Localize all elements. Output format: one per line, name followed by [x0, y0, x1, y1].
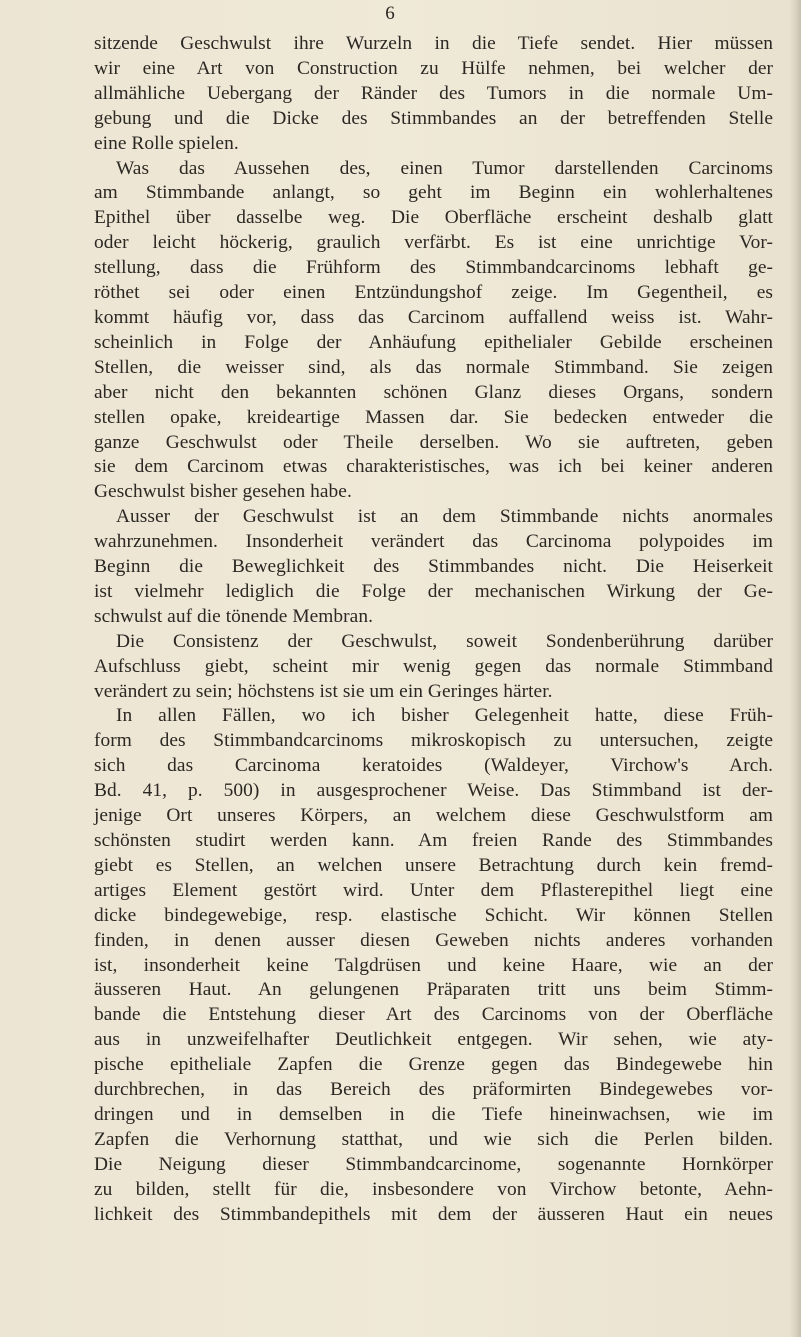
text-line: allmähliche Uebergang der Ränder des Tumors in die normale Um-	[94, 82, 773, 104]
text-line: Stellen, die weisser sind, als das normale Stimmband. Sie zeigen	[94, 356, 773, 378]
text-line: Die Consistenz der Geschwulst, soweit Sondenberührung darüber	[116, 630, 773, 652]
text-line: verändert zu sein; höchstens ist sie um ein Geringes härter.	[94, 680, 553, 702]
text-line: aus in unzweifelhafter Deutlichkeit entgegen. Wir sehen, wie aty-	[94, 1029, 773, 1051]
text-line: jenige Ort unseres Körpers, an welchem diese Geschwulstform am	[94, 805, 773, 827]
page-edge-shadow	[789, 0, 801, 1337]
text-line: finden, in denen ausser diesen Geweben nichts anderes vorhanden	[94, 929, 773, 951]
text-line: In allen Fällen, wo ich bisher Gelegenheit hatte, diese Früh-	[116, 705, 773, 727]
text-line: Aufschluss giebt, scheint mir wenig gegen das normale Stimmband	[94, 655, 773, 677]
text-line: durchbrechen, in das Bereich des präformirten Bindegewebes vor-	[94, 1079, 773, 1101]
text-line: gebung und die Dicke des Stimmbandes an der betreffenden Stelle	[94, 107, 773, 129]
text-line: scheinlich in Folge der Anhäufung epithelialer Gebilde erscheinen	[94, 331, 773, 353]
text-line: pische epitheliale Zapfen die Grenze gegen das Bindegewebe hin	[94, 1054, 773, 1076]
text-line: giebt es Stellen, an welchen unsere Betrachtung durch kein fremd-	[94, 854, 773, 876]
text-line: am Stimmbande anlangt, so geht im Beginn ein wohlerhaltenes	[94, 182, 773, 204]
text-line: sitzende Geschwulst ihre Wurzeln in die Tiefe sendet. Hier müssen	[94, 33, 773, 54]
text-line: dicke bindegewebige, resp. elastische Schicht. Wir können Stellen	[94, 904, 773, 926]
text-line: schwulst auf die tönende Membran.	[94, 605, 373, 627]
text-line: wir eine Art von Construction zu Hülfe nehmen, bei welcher der	[94, 57, 773, 79]
text-line: Zapfen die Verhornung statthat, und wie sich die Perlen bilden.	[94, 1128, 773, 1150]
text-line: aber nicht den bekannten schönen Glanz dieses Organs, sondern	[94, 381, 773, 403]
text-line: ist, insonderheit keine Talgdrüsen und keine Haare, wie an der	[94, 954, 773, 976]
text-line: wahrzunehmen. Insonderheit verändert das Carcinoma polypoides im	[94, 531, 773, 553]
text-line: Beginn die Beweglichkeit des Stimmbandes nicht. Die Heiserkeit	[94, 556, 773, 578]
text-line: Bd. 41, p. 500) in ausgesprochener Weise. Das Stimmband ist der-	[94, 780, 773, 802]
text-line: stellen opake, kreideartige Massen dar. Sie bedecken entweder die	[94, 406, 773, 428]
text-line: bande die Entstehung dieser Art des Carcinoms von der Oberfläche	[94, 1004, 773, 1026]
text-line: ganze Geschwulst oder Theile derselben. Wo sie auftreten, geben	[94, 431, 773, 453]
text-line: eine Rolle spielen.	[94, 132, 239, 154]
text-line: kommt häufig vor, dass das Carcinom auffallend weiss ist. Wahr-	[94, 306, 773, 328]
text-line: röthet sei oder einen Entzündungshof zeige. Im Gegentheil, es	[94, 282, 773, 304]
text-line: sich das Carcinoma keratoides (Waldeyer, Virchow's Arch.	[94, 755, 773, 777]
text-line: Geschwulst bisher gesehen habe.	[94, 481, 352, 503]
text-line: oder leicht höckerig, graulich verfärbt. Es ist eine unrichtige Vor-	[94, 232, 773, 254]
text-line: dringen und in demselben in die Tiefe hineinwachsen, wie im	[94, 1103, 773, 1125]
text-line: zu bilden, stellt für die, insbesondere von Virchow betonte, Aehn-	[94, 1178, 773, 1200]
page-number: 6	[385, 3, 395, 24]
body-text	[94, 32, 773, 1228]
text-line: form des Stimmbandcarcinoms mikroskopisch zu untersuchen, zeigte	[94, 730, 773, 752]
text-line: Was das Aussehen des, einen Tumor darstellenden Carcinoms	[116, 157, 773, 179]
text-line: ist vielmehr lediglich die Folge der mechanischen Wirkung der Ge-	[94, 580, 773, 602]
text-line: Epithel über dasselbe weg. Die Oberfläche erscheint deshalb glatt	[94, 207, 773, 229]
text-line: äusseren Haut. An gelungenen Präparaten tritt uns beim Stimm-	[94, 979, 773, 1001]
text-line: Ausser der Geschwulst ist an dem Stimmbande nichts anormales	[116, 506, 773, 528]
text-line: stellung, dass die Frühform des Stimmbandcarcinoms lebhaft ge-	[94, 257, 773, 279]
text-line: sie dem Carcinom etwas charakteristisches, was ich bei keiner anderen	[94, 456, 773, 478]
text-line: Die Neigung dieser Stimmbandcarcinome, sogenannte Hornkörper	[94, 1153, 773, 1175]
text-line: artiges Element gestört wird. Unter dem Pflasterepithel liegt eine	[94, 879, 773, 901]
text-line: lichkeit des Stimmbandepithels mit dem der äusseren Haut ein neues	[94, 1203, 773, 1225]
text-line: schönsten studirt werden kann. Am freien Rande des Stimmbandes	[94, 830, 773, 851]
